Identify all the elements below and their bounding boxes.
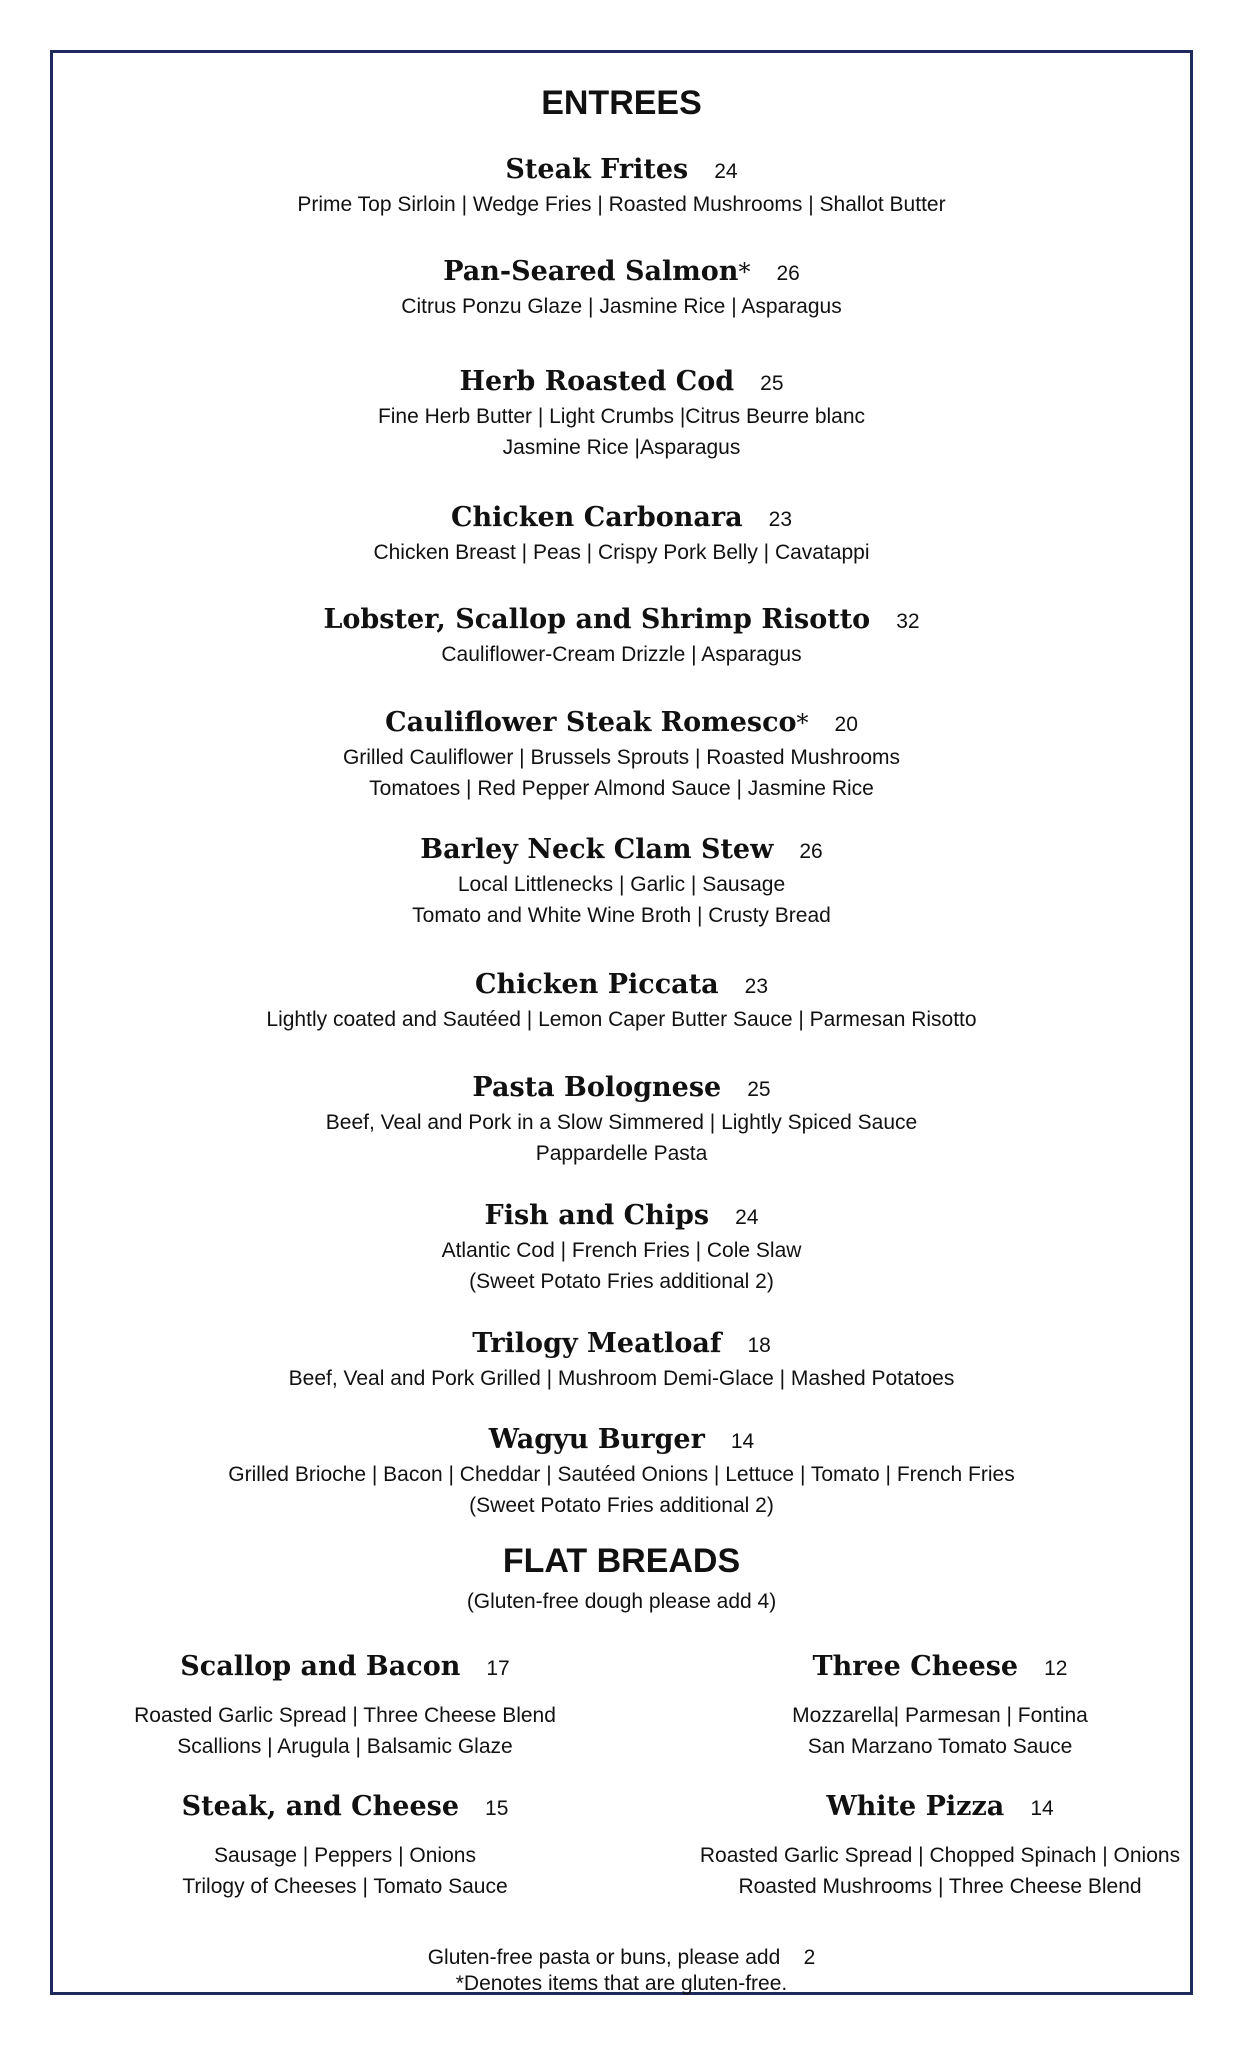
menu-item — [0, 603, 1243, 670]
item-description: Citrus Ponzu Glaze | Jasmine Rice | Asparagus — [401, 295, 842, 318]
item-description: Sausage | Peppers | Onions — [214, 1844, 476, 1867]
menu-item — [0, 153, 1243, 220]
item-name: Three Cheese — [812, 1651, 1019, 1682]
menu-item — [0, 968, 1243, 1035]
item-description: Lightly coated and Sautéed | Lemon Caper Butter Sauce | Parmesan Risotto — [266, 1008, 977, 1031]
item-description: Tomato and White Wine Broth | Crusty Bread — [412, 904, 831, 927]
item-name: Herb Roasted Cod — [459, 366, 735, 397]
item-description: Jasmine Rice |Asparagus — [502, 436, 741, 459]
menu-item — [0, 1327, 1243, 1394]
item-name: Cauliflower Steak Romesco — [385, 707, 797, 738]
footer-notes — [0, 1945, 1243, 1997]
menu-item — [0, 1199, 1243, 1297]
item-name: Wagyu Burger — [488, 1424, 705, 1455]
item-description: Scallions | Arugula | Balsamic Glaze — [177, 1735, 513, 1758]
item-name: Chicken Carbonara — [450, 502, 743, 533]
menu-item — [0, 501, 1243, 568]
item-price: 26 — [799, 840, 823, 863]
item-description: Prime Top Sirloin | Wedge Fries | Roasted Mushrooms | Shallot Butter — [297, 193, 946, 216]
item-description: Roasted Mushrooms | Three Cheese Blend — [738, 1875, 1142, 1898]
menu-item — [0, 1423, 1243, 1521]
item-description: Local Littlenecks | Garlic | Sausage — [457, 873, 786, 896]
item-price: 14 — [730, 1430, 755, 1453]
item-name: Barley Neck Clam Stew — [420, 834, 774, 865]
item-description: Roasted Garlic Spread | Chopped Spinach | Onions — [699, 1844, 1181, 1867]
gluten-free-asterisk: * — [738, 258, 751, 286]
item-name: White Pizza — [826, 1791, 1005, 1822]
item-price: 14 — [1030, 1797, 1054, 1820]
item-price: 32 — [896, 610, 920, 633]
menu-item — [0, 833, 1243, 931]
item-price: 15 — [485, 1797, 509, 1820]
item-description: San Marzano Tomato Sauce — [807, 1735, 1073, 1758]
item-description: Beef, Veal and Pork Grilled | Mushroom Demi-Glace | Mashed Potatoes — [288, 1367, 955, 1390]
item-name: Trilogy Meatloaf — [472, 1328, 722, 1359]
flatbread-item — [65, 1650, 625, 1762]
menu-item — [0, 365, 1243, 463]
item-price: 26 — [776, 262, 800, 285]
item-description: (Sweet Potato Fries additional 2) — [469, 1270, 774, 1293]
item-name: Fish and Chips — [484, 1200, 710, 1231]
item-name: Pasta Bolognese — [472, 1072, 722, 1103]
item-price: 23 — [744, 975, 768, 998]
item-name: Steak Frites — [505, 154, 689, 185]
item-description: Beef, Veal and Pork in a Slow Simmered | Lightly Spiced Sauce — [325, 1111, 918, 1134]
item-name: Scallop and Bacon — [180, 1651, 461, 1682]
entrees-heading: ENTREES — [541, 84, 702, 122]
item-price: 24 — [735, 1206, 759, 1229]
item-description: Cauliflower-Cream Drizzle | Asparagus — [441, 643, 802, 666]
item-description: Roasted Garlic Spread | Three Cheese Blend — [134, 1704, 556, 1727]
menu-item — [0, 706, 1243, 804]
flatbreads-heading: FLAT BREADS — [502, 1542, 741, 1580]
item-description: Grilled Brioche | Bacon | Cheddar | Sautéed Onions | Lettuce | Tomato | French Fries — [228, 1463, 1015, 1486]
item-description: Mozzarella| Parmesan | Fontina — [792, 1704, 1088, 1727]
gluten-free-pasta-note: Gluten-free pasta or buns, please add 2 — [427, 1946, 816, 1969]
flatbreads-subtitle: (Gluten-free dough please add 4) — [466, 1590, 777, 1613]
item-price: 25 — [760, 372, 784, 395]
item-description: Tomatoes | Red Pepper Almond Sauce | Jasmine Rice — [369, 777, 874, 800]
item-description: Grilled Cauliflower | Brussels Sprouts | Roasted Mushrooms — [342, 746, 901, 769]
item-description: Pappardelle Pasta — [535, 1142, 708, 1165]
item-price: 18 — [747, 1334, 771, 1357]
flatbread-item — [65, 1790, 625, 1902]
item-description: Chicken Breast | Peas | Crispy Pork Belly | Cavatappi — [373, 541, 870, 564]
flatbread-item — [660, 1650, 1220, 1762]
item-name: Lobster, Scallop and Shrimp Risotto — [323, 604, 871, 635]
item-name: Steak, and Cheese — [181, 1791, 460, 1822]
gluten-free-asterisk: * — [796, 709, 809, 737]
item-price: 23 — [768, 508, 793, 531]
item-name: Pan-Seared Salmon — [443, 256, 739, 287]
item-price: 24 — [714, 160, 738, 183]
gluten-free-legend: *Denotes items that are gluten-free. — [455, 1972, 788, 1995]
item-description: Fine Herb Butter | Light Crumbs |Citrus Beurre blanc — [377, 405, 866, 428]
item-price: 17 — [486, 1657, 510, 1680]
item-price: 25 — [747, 1078, 771, 1101]
flatbread-item — [660, 1790, 1220, 1902]
item-price: 20 — [834, 713, 858, 736]
item-price: 12 — [1044, 1657, 1068, 1680]
item-description: Atlantic Cod | French Fries | Cole Slaw — [441, 1239, 802, 1262]
item-name: Chicken Piccata — [475, 969, 719, 1000]
menu-item — [0, 255, 1243, 322]
menu-item — [0, 1071, 1243, 1169]
item-description: (Sweet Potato Fries additional 2) — [469, 1494, 774, 1517]
item-description: Trilogy of Cheeses | Tomato Sauce — [182, 1875, 508, 1898]
